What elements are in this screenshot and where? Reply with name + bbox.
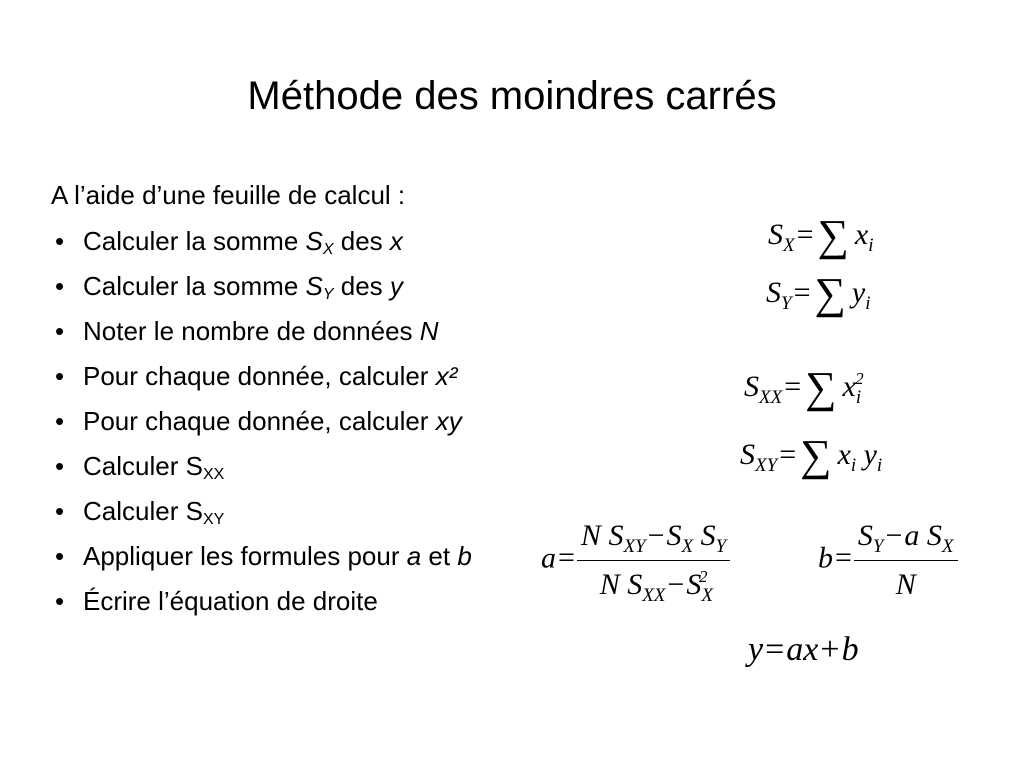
formula-sum-xx: $S_{XX}=\sum$ $x_i^2$	[744, 363, 864, 412]
list-item: • Calculer la somme $S_Y$ des y	[53, 270, 523, 302]
formula-sum-x: $S_X=\sum$ $x_i$	[768, 211, 874, 260]
list-item: • Calculer $S_{XX}$	[53, 450, 523, 482]
step-list	[53, 225, 523, 630]
list-item: • Appliquer les formules pour a et b	[53, 540, 523, 572]
list-item: • Calculer la somme $S_X$ des x	[53, 225, 523, 257]
sum-icon: ∑	[800, 431, 832, 480]
list-item: • Noter le nombre de données N	[53, 315, 523, 347]
sum-icon: ∑	[817, 211, 849, 260]
formula-intercept-b: b= $\frac{S_Y-a S_X}{N}$	[818, 518, 958, 603]
list-item: • Écrire l’équation de droite	[53, 585, 523, 617]
fraction: $\frac{S_Y-a S_X}{N}$	[854, 518, 958, 603]
slide-title: Méthode des moindres carrés	[247, 74, 777, 118]
sum-icon: ∑	[814, 269, 846, 318]
list-item: • Calculer $S_{XY}$	[53, 495, 523, 527]
formula-sum-xy: $S_{XY}=\sum$ $x_i$ $y_i$	[740, 431, 883, 480]
formula-line-equation: y=ax+b	[748, 631, 859, 668]
list-item: • Pour chaque donnée, calculer x²	[53, 360, 523, 392]
fraction: $\frac{N S_{XY}-S_X S_Y}{N S_{XX}-S_X^2}$	[577, 518, 730, 603]
sum-icon: ∑	[805, 363, 837, 412]
list-item: • Pour chaque donnée, calculer xy	[53, 405, 523, 437]
formula-slope-a: a= $\frac{N S_{XY}-S_X S_Y}{N S_{XX}-S_X^2}$	[541, 518, 730, 603]
intro-text: A l’aide d’une feuille de calcul :	[51, 180, 406, 210]
formula-sum-y: $S_Y=\sum$ $y_i$	[766, 269, 871, 318]
